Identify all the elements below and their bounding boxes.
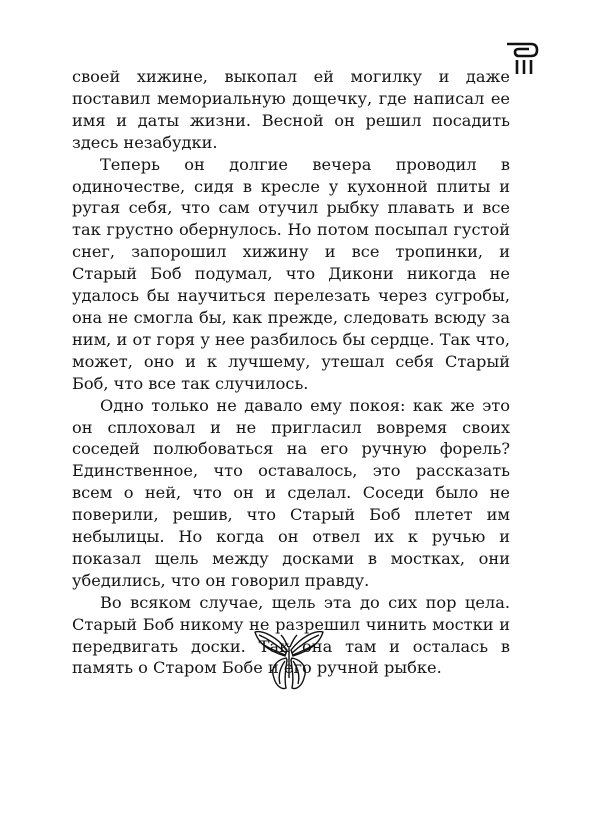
- body-text: [72, 66, 510, 679]
- paragraph-3: Одно только не давало ему покоя: как же это он сплоховал и не пригласил вовремя своих соседей полюбоваться на его ручную форель? Единственное, что оставалось, это рассказать всем о ней, что он и сделал. Соседи было не поверили, решив, что Старый Боб плетет им небылицы. Но когда он отвел их к ручью и показал щель между досками в мостках, они убедились, что он говорил правду.: [72, 395, 510, 590]
- paragraph-1: своей хижине, выкопал ей могилку и даже поставил мемориальную дощечку, где написал ее имя и даты жизни. Весной он решил посадить здесь незабудки.: [72, 67, 510, 152]
- butterfly-icon: [252, 628, 326, 694]
- paragraph-2: Теперь он долгие вечера проводил в одиночестве, сидя в кресле у кухонной плиты и ругая себя, что сам отучил рыбку плавать и все так грустно обернулось. Но потом посыпал густой снег, запорошил хижину и все тропинки, и Старый Боб подумал, что Дикони никогда не удалось бы научиться перелезать через сугробы, она не смогла бы, как прежде, следовать всюду за ним, и от горя у нее разбилось бы сердце. Так что, может, оно и к лучшему, утешал себя Старый Боб, что все так случилось.: [72, 154, 510, 393]
- paragraph-4: Во всяком случае, щель эта до сих пор цела. Старый Боб никому не разрешил чинить мостки и передвигать доски. Так она там и осталась в память о Старом Бобе и его ручной рыбке.: [72, 592, 510, 678]
- corner-ornament-icon: [505, 40, 539, 76]
